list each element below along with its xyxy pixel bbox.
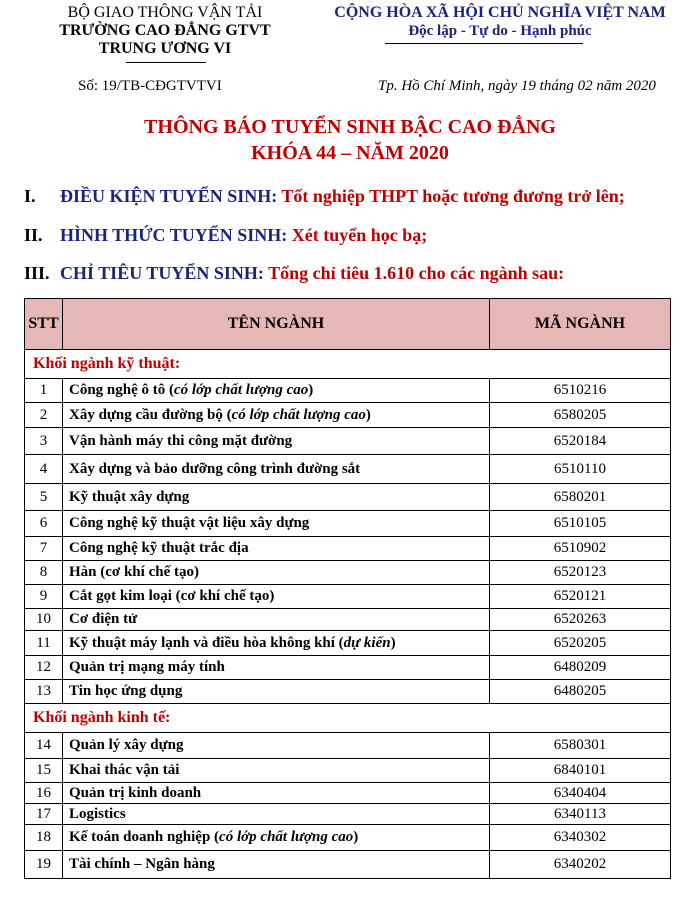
row-stt: 11 [25,631,63,656]
row-name: Kế toán doanh nghiệp (có lớp chất lượng cao) [63,825,490,851]
row-name: Khai thác vận tải [63,759,490,783]
row-code: 6580205 [490,403,671,428]
row-stt: 3 [25,428,63,455]
row-stt: 7 [25,537,63,561]
row-code: 6480209 [490,656,671,680]
row-stt: 18 [25,825,63,851]
section-value: Xét tuyển học bạ; [291,225,428,245]
table-row [25,428,671,455]
row-name: Quản trị kinh doanh [63,783,490,804]
row-code: 6580201 [490,484,671,511]
document-number: Số: 19/TB-CĐGTVTVI [78,78,222,94]
section-admission-conditions [24,186,625,207]
row-name: Cơ điện tử [63,609,490,631]
row-name: Xây dựng cầu đường bộ (có lớp chất lượng cao) [63,403,490,428]
section-label: ĐIỀU KIỆN TUYỂN SINH: [60,186,278,206]
row-stt: 16 [25,783,63,804]
row-code: 6580301 [490,733,671,759]
row-name: Logistics [63,804,490,825]
row-code: 6510216 [490,379,671,403]
row-code: 6510110 [490,455,671,484]
section-number: III. [24,263,50,283]
section-label: HÌNH THỨC TUYỂN SINH: [60,225,288,245]
table-row [25,759,671,783]
national-motto: Độc lập - Tự do - Hạnh phúc [408,23,592,39]
row-name: Vận hành máy thi công mặt đường [63,428,490,455]
table-row [25,484,671,511]
school-name-line1: TRƯỜNG CAO ĐẲNG GTVT [59,22,271,39]
row-stt: 12 [25,656,63,680]
row-stt: 14 [25,733,63,759]
row-stt: 2 [25,403,63,428]
row-stt: 19 [25,851,63,879]
row-name: Công nghệ kỹ thuật vật liệu xây dựng [63,511,490,537]
row-name: Kỹ thuật xây dựng [63,484,490,511]
table-row [25,455,671,484]
row-code: 6340302 [490,825,671,851]
majors-table [24,298,671,879]
row-code: 6520121 [490,585,671,609]
section-value: Tốt nghiệp THPT hoặc tương đương trở lên; [281,186,625,206]
row-stt: 13 [25,680,63,704]
table-header-row [25,299,671,350]
table-row [25,783,671,804]
row-name: Hàn (cơ khí chế tạo) [63,561,490,585]
section-number: II. [24,225,43,245]
row-code: 6520263 [490,609,671,631]
row-code: 6520205 [490,631,671,656]
section-admission-method [24,225,427,246]
row-stt: 15 [25,759,63,783]
row-stt: 10 [25,609,63,631]
table-row [25,680,671,704]
row-name: Tin học ứng dụng [63,680,490,704]
section-admission-quota [24,263,564,284]
row-code: 6480205 [490,680,671,704]
group-row-engineering [25,350,671,379]
row-name: Kỹ thuật máy lạnh và điều hòa không khí (dự kiến) [63,631,490,656]
row-stt: 4 [25,455,63,484]
ministry-name: BỘ GIAO THÔNG VẬN TẢI [67,4,263,21]
row-code: 6510902 [490,537,671,561]
notice-title: THÔNG BÁO TUYỂN SINH BẬC CAO ĐẲNG [144,116,556,138]
row-stt: 5 [25,484,63,511]
header-name: TÊN NGÀNH [63,299,490,350]
row-name: Xây dựng và bảo dưỡng công trình đường sắt [63,455,490,484]
header-code: MÃ NGÀNH [490,299,671,350]
group-label-engineering: Khối ngành kỹ thuật: [25,350,671,379]
table-row [25,656,671,680]
section-number: I. [24,186,36,206]
school-underline [126,62,206,63]
section-label: CHỈ TIÊU TUYỂN SINH: [60,263,264,283]
row-name: Công nghệ kỹ thuật trắc địa [63,537,490,561]
row-name: Tài chính – Ngân hàng [63,851,490,879]
group-label-economics: Khối ngành kinh tế: [25,704,671,733]
row-stt: 17 [25,804,63,825]
section-value: Tổng chỉ tiêu 1.610 cho các ngành sau: [268,263,565,283]
place-and-date: Tp. Hồ Chí Minh, ngày 19 tháng 02 năm 2020 [378,78,656,94]
table-row [25,851,671,879]
table-row [25,585,671,609]
header-stt: STT [25,299,63,350]
table-row [25,609,671,631]
row-code: 6520123 [490,561,671,585]
table-row [25,631,671,656]
table-row [25,804,671,825]
table-row [25,561,671,585]
table-row [25,825,671,851]
table-row [25,537,671,561]
table-row [25,403,671,428]
notice-subtitle: KHÓA 44 – NĂM 2020 [251,142,449,164]
row-name: Quản lý xây dựng [63,733,490,759]
row-stt: 1 [25,379,63,403]
row-code: 6510105 [490,511,671,537]
row-name: Quản trị mạng máy tính [63,656,490,680]
row-code: 6340404 [490,783,671,804]
row-stt: 6 [25,511,63,537]
school-name-line2: TRUNG ƯƠNG VI [98,40,232,57]
row-stt: 9 [25,585,63,609]
row-name: Công nghệ ô tô (có lớp chất lượng cao) [63,379,490,403]
motto-underline [385,43,583,44]
republic-name: CỘNG HÒA XÃ HỘI CHỦ NGHĨA VIỆT NAM [334,4,666,21]
row-name: Cắt gọt kim loại (cơ khí chế tạo) [63,585,490,609]
group-row-economics [25,704,671,733]
table-row [25,733,671,759]
row-code: 6340202 [490,851,671,879]
table-row [25,379,671,403]
table-row [25,511,671,537]
row-code: 6840101 [490,759,671,783]
row-code: 6520184 [490,428,671,455]
row-stt: 8 [25,561,63,585]
row-code: 6340113 [490,804,671,825]
